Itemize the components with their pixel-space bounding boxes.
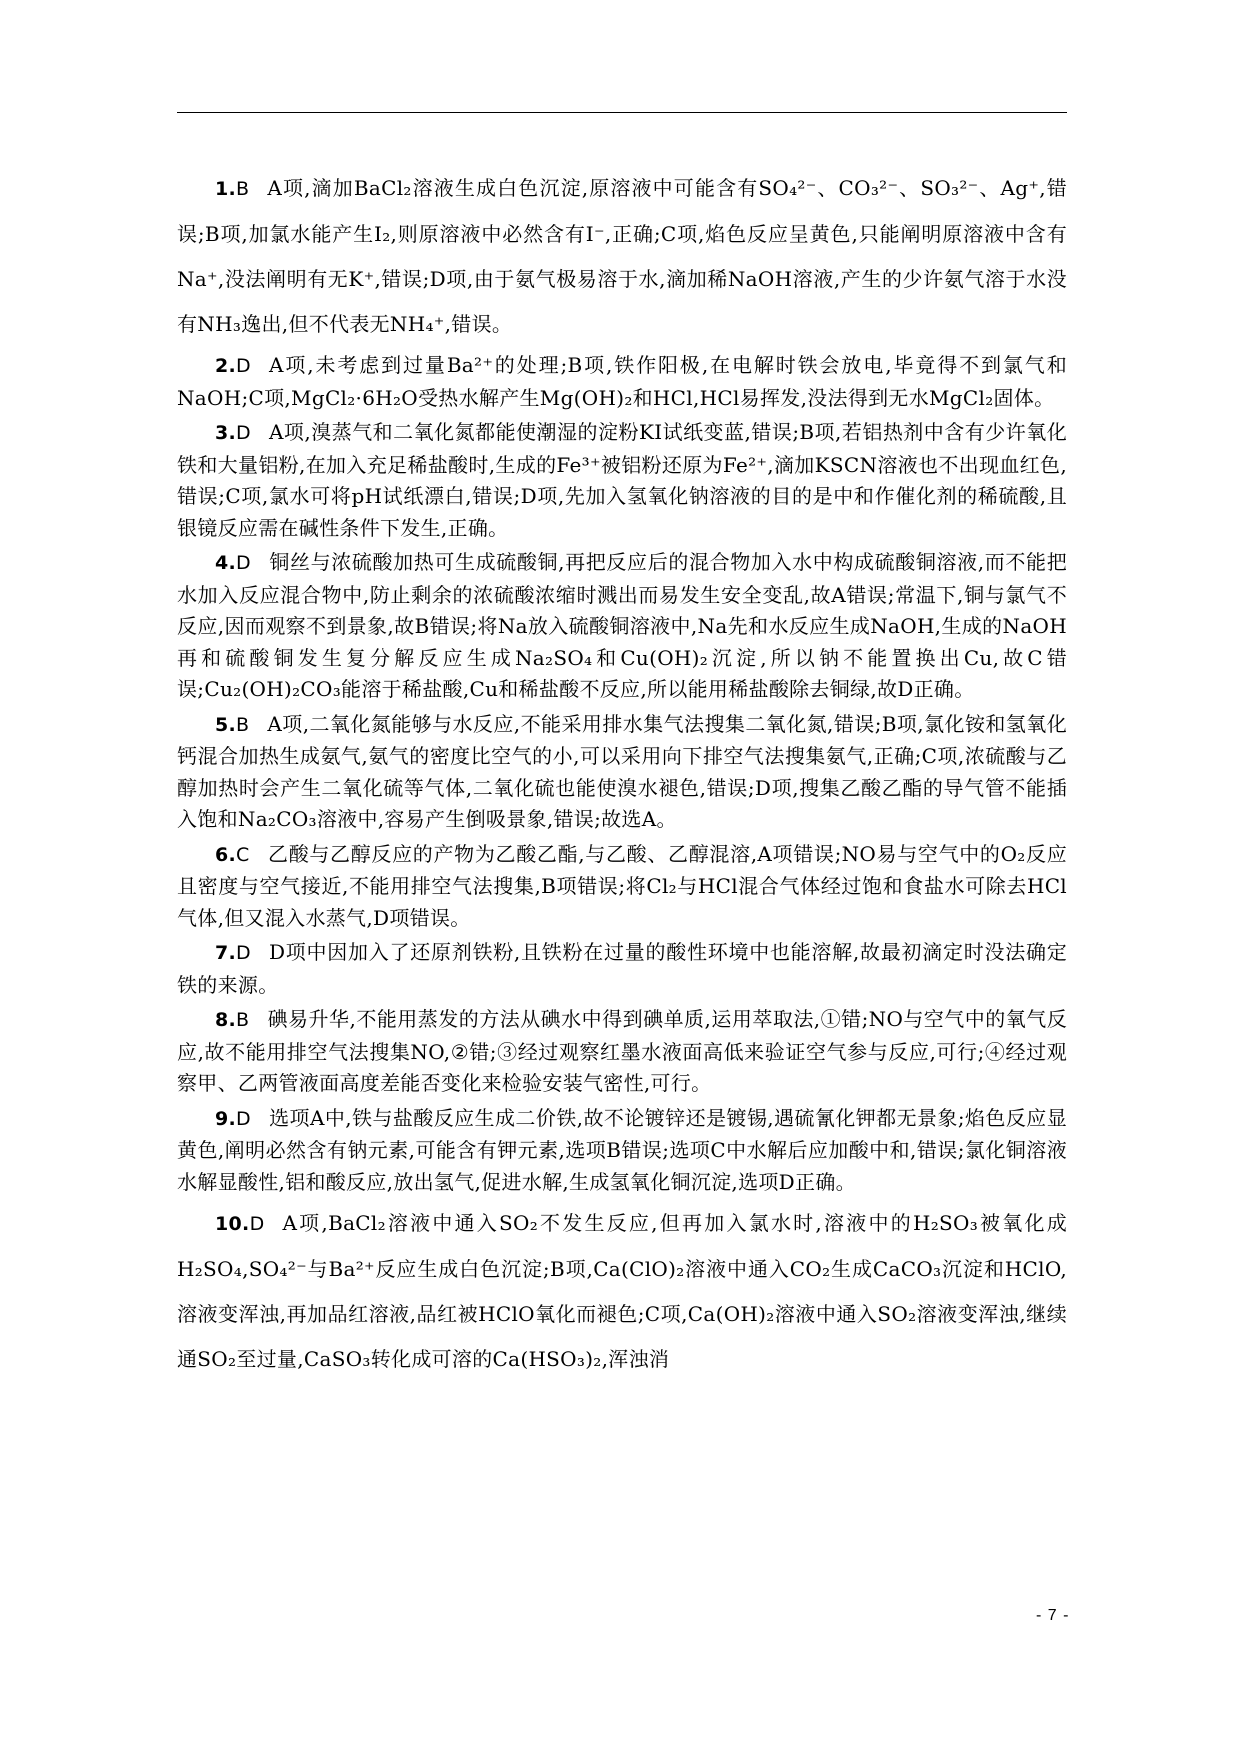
answer-number: 9. <box>215 1107 237 1130</box>
answer-item-10 <box>177 1201 1067 1382</box>
answer-explanation: 乙酸与乙醇反应的产物为乙酸乙酯,与乙酸、乙醇混溶,A项错误;NO易与空气中的O₂反应且密度与空气接近,不能用排空气法搜集,B项错误;将Cl₂与HCl混合气体经过饱和食盐水可除去HCl气体,但又混入水蒸气,D项错误。 <box>177 841 1067 930</box>
answer-item-9 <box>177 1103 1067 1199</box>
answer-explanation: 碘易升华,不能用蒸发的方法从碘水中得到碘单质,运用萃取法,①错;NO与空气中的氧气反应,故不能用排空气法搜集NO,②错;③经过观察红墨水液面高低来验证空气参与反应,可行;④经过观察甲、乙两管液面高度差能否变化来检验安装气密性,可行。 <box>177 1007 1067 1095</box>
answer-explanation: A项,未考虑到过量Ba²⁺的处理;B项,铁作阳极,在电解时铁会放电,毕竟得不到氯气和NaOH;C项,MgCl₂·6H₂O受热水解产生Mg(OH)₂和HCl,HCl易挥发,没法得到无水MgCl₂固体。 <box>177 353 1067 410</box>
answer-item-5 <box>177 709 1067 836</box>
answer-choice: D <box>236 355 251 377</box>
answer-choice: D <box>236 1107 251 1130</box>
answer-explanation: 铜丝与浓硫酸加热可生成硫酸铜,再把反应后的混合物加入水中构成硫酸铜溶液,而不能把水加入反应混合物中,防止剩余的浓硫酸浓缩时溅出而易发生安全变乱,故A错误;常温下,铜与氯气不反应,因而观察不到景象,故B错误;将Na放入硫酸铜溶液中,Na先和水反应生成NaOH,生成的NaOH再和硫酸铜发生复分解反应生成Na₂SO₄和Cu(OH)₂沉淀,所以钠不能置换出Cu,故C错误;Cu₂(OH)₂CO₃能溶于稀盐酸,Cu和稀盐酸不反应,所以能用稀盐酸除去铜绿,故D正确。 <box>177 550 1067 701</box>
answer-explanation: A项,二氧化氮能够与水反应,不能采用排水集气法搜集二氧化氮,错误;B项,氯化铵和氢氧化钙混合加热生成氨气,氨气的密度比空气的小,可以采用向下排空气法搜集氨气,正确;C项,浓硫酸与乙醇加热时会产生二氧化硫等气体,二氧化硫也能使溴水褪色,错误;D项,搜集乙酸乙酯的导气管不能插入饱和Na₂CO₃溶液中,容易产生倒吸景象,错误;故选A。 <box>177 711 1067 831</box>
answer-number: 10. <box>215 1213 250 1235</box>
answer-list <box>177 166 1067 1385</box>
answer-number: 5. <box>215 713 237 736</box>
answer-item-4 <box>177 547 1067 706</box>
answer-item-7 <box>177 937 1067 1001</box>
answer-item-1 <box>177 166 1067 347</box>
answer-item-2 <box>177 350 1067 414</box>
answer-choice: D <box>236 552 251 574</box>
answer-choice: B <box>236 713 250 736</box>
answer-explanation: D项中因加入了还原剂铁粉,且铁粉在过量的酸性环境中也能溶解,故最初滴定时没法确定铁的来源。 <box>177 940 1067 997</box>
answer-explanation: 选项A中,铁与盐酸反应生成二价铁,故不论镀锌还是镀锡,遇硫氰化钾都无景象;焰色反应显黄色,阐明必然含有钠元素,可能含有钾元素,选项B错误;选项C中水解后应加酸中和,错误;氯化铜溶液水解显酸性,铝和酸反应,放出氢气,促进水解,生成氢氧化铜沉淀,选项D正确。 <box>177 1105 1067 1194</box>
answer-choice: B <box>236 1009 250 1031</box>
answer-explanation: A项,溴蒸气和二氧化氮都能使潮湿的淀粉KI试纸变蓝,错误;B项,若铝热剂中含有少许氧化铁和大量铝粉,在加入充足稀盐酸时,生成的Fe³⁺被铝粉还原为Fe²⁺,滴加KSCN溶液也不出现血红色,错误;C项,氯水可将pH试纸漂白,错误;D项,先加入氢氧化钠溶液的目的是中和作催化剂的稀硫酸,且银镜反应需在碱性条件下发生,正确。 <box>177 420 1067 540</box>
answer-item-3 <box>177 417 1067 544</box>
answer-choice: C <box>236 843 250 866</box>
answer-item-6 <box>177 839 1067 935</box>
answer-choice: D <box>249 1213 265 1235</box>
answer-choice: D <box>236 422 251 444</box>
answer-choice: D <box>236 942 251 964</box>
answer-explanation: A项,滴加BaCl₂溶液生成白色沉淀,原溶液中可能含有SO₄²⁻、CO₃²⁻、SO₃²⁻、Ag⁺,错误;B项,加氯水能产生I₂,则原溶液中必然含有I⁻,正确;C项,焰色反应呈黄色,只能阐明原溶液中含有Na⁺,没法阐明有无K⁺,错误;D项,由于氨气极易溶于水,滴加稀NaOH溶液,产生的少许氨气溶于水没有NH₃逸出,但不代表无NH₄⁺,错误。 <box>177 176 1067 336</box>
header-rule <box>177 112 1067 113</box>
answer-number: 1. <box>215 178 237 200</box>
page-number: - 7 - <box>1036 1607 1070 1624</box>
answer-explanation: A项,BaCl₂溶液中通入SO₂不发生反应,但再加入氯水时,溶液中的H₂SO₃被氧化成H₂SO₄,SO₄²⁻与Ba²⁺反应生成白色沉淀;B项,Ca(ClO)₂溶液中通入CO₂生成CaCO₃沉淀和HClO,溶液变浑浊,再加品红溶液,品红被HClO氧化而褪色;C项,Ca(OH)₂溶液中通入SO₂溶液变浑浊,继续通SO₂至过量,CaSO₃转化成可溶的Ca(HSO₃)₂,浑浊消 <box>177 1211 1067 1371</box>
answer-item-8 <box>177 1004 1067 1100</box>
answer-number: 7. <box>215 942 237 964</box>
answer-number: 6. <box>215 843 237 866</box>
answer-number: 4. <box>215 552 237 574</box>
answer-number: 2. <box>215 355 237 377</box>
answer-number: 8. <box>215 1009 237 1031</box>
answer-number: 3. <box>215 422 237 444</box>
answer-choice: B <box>236 178 250 200</box>
